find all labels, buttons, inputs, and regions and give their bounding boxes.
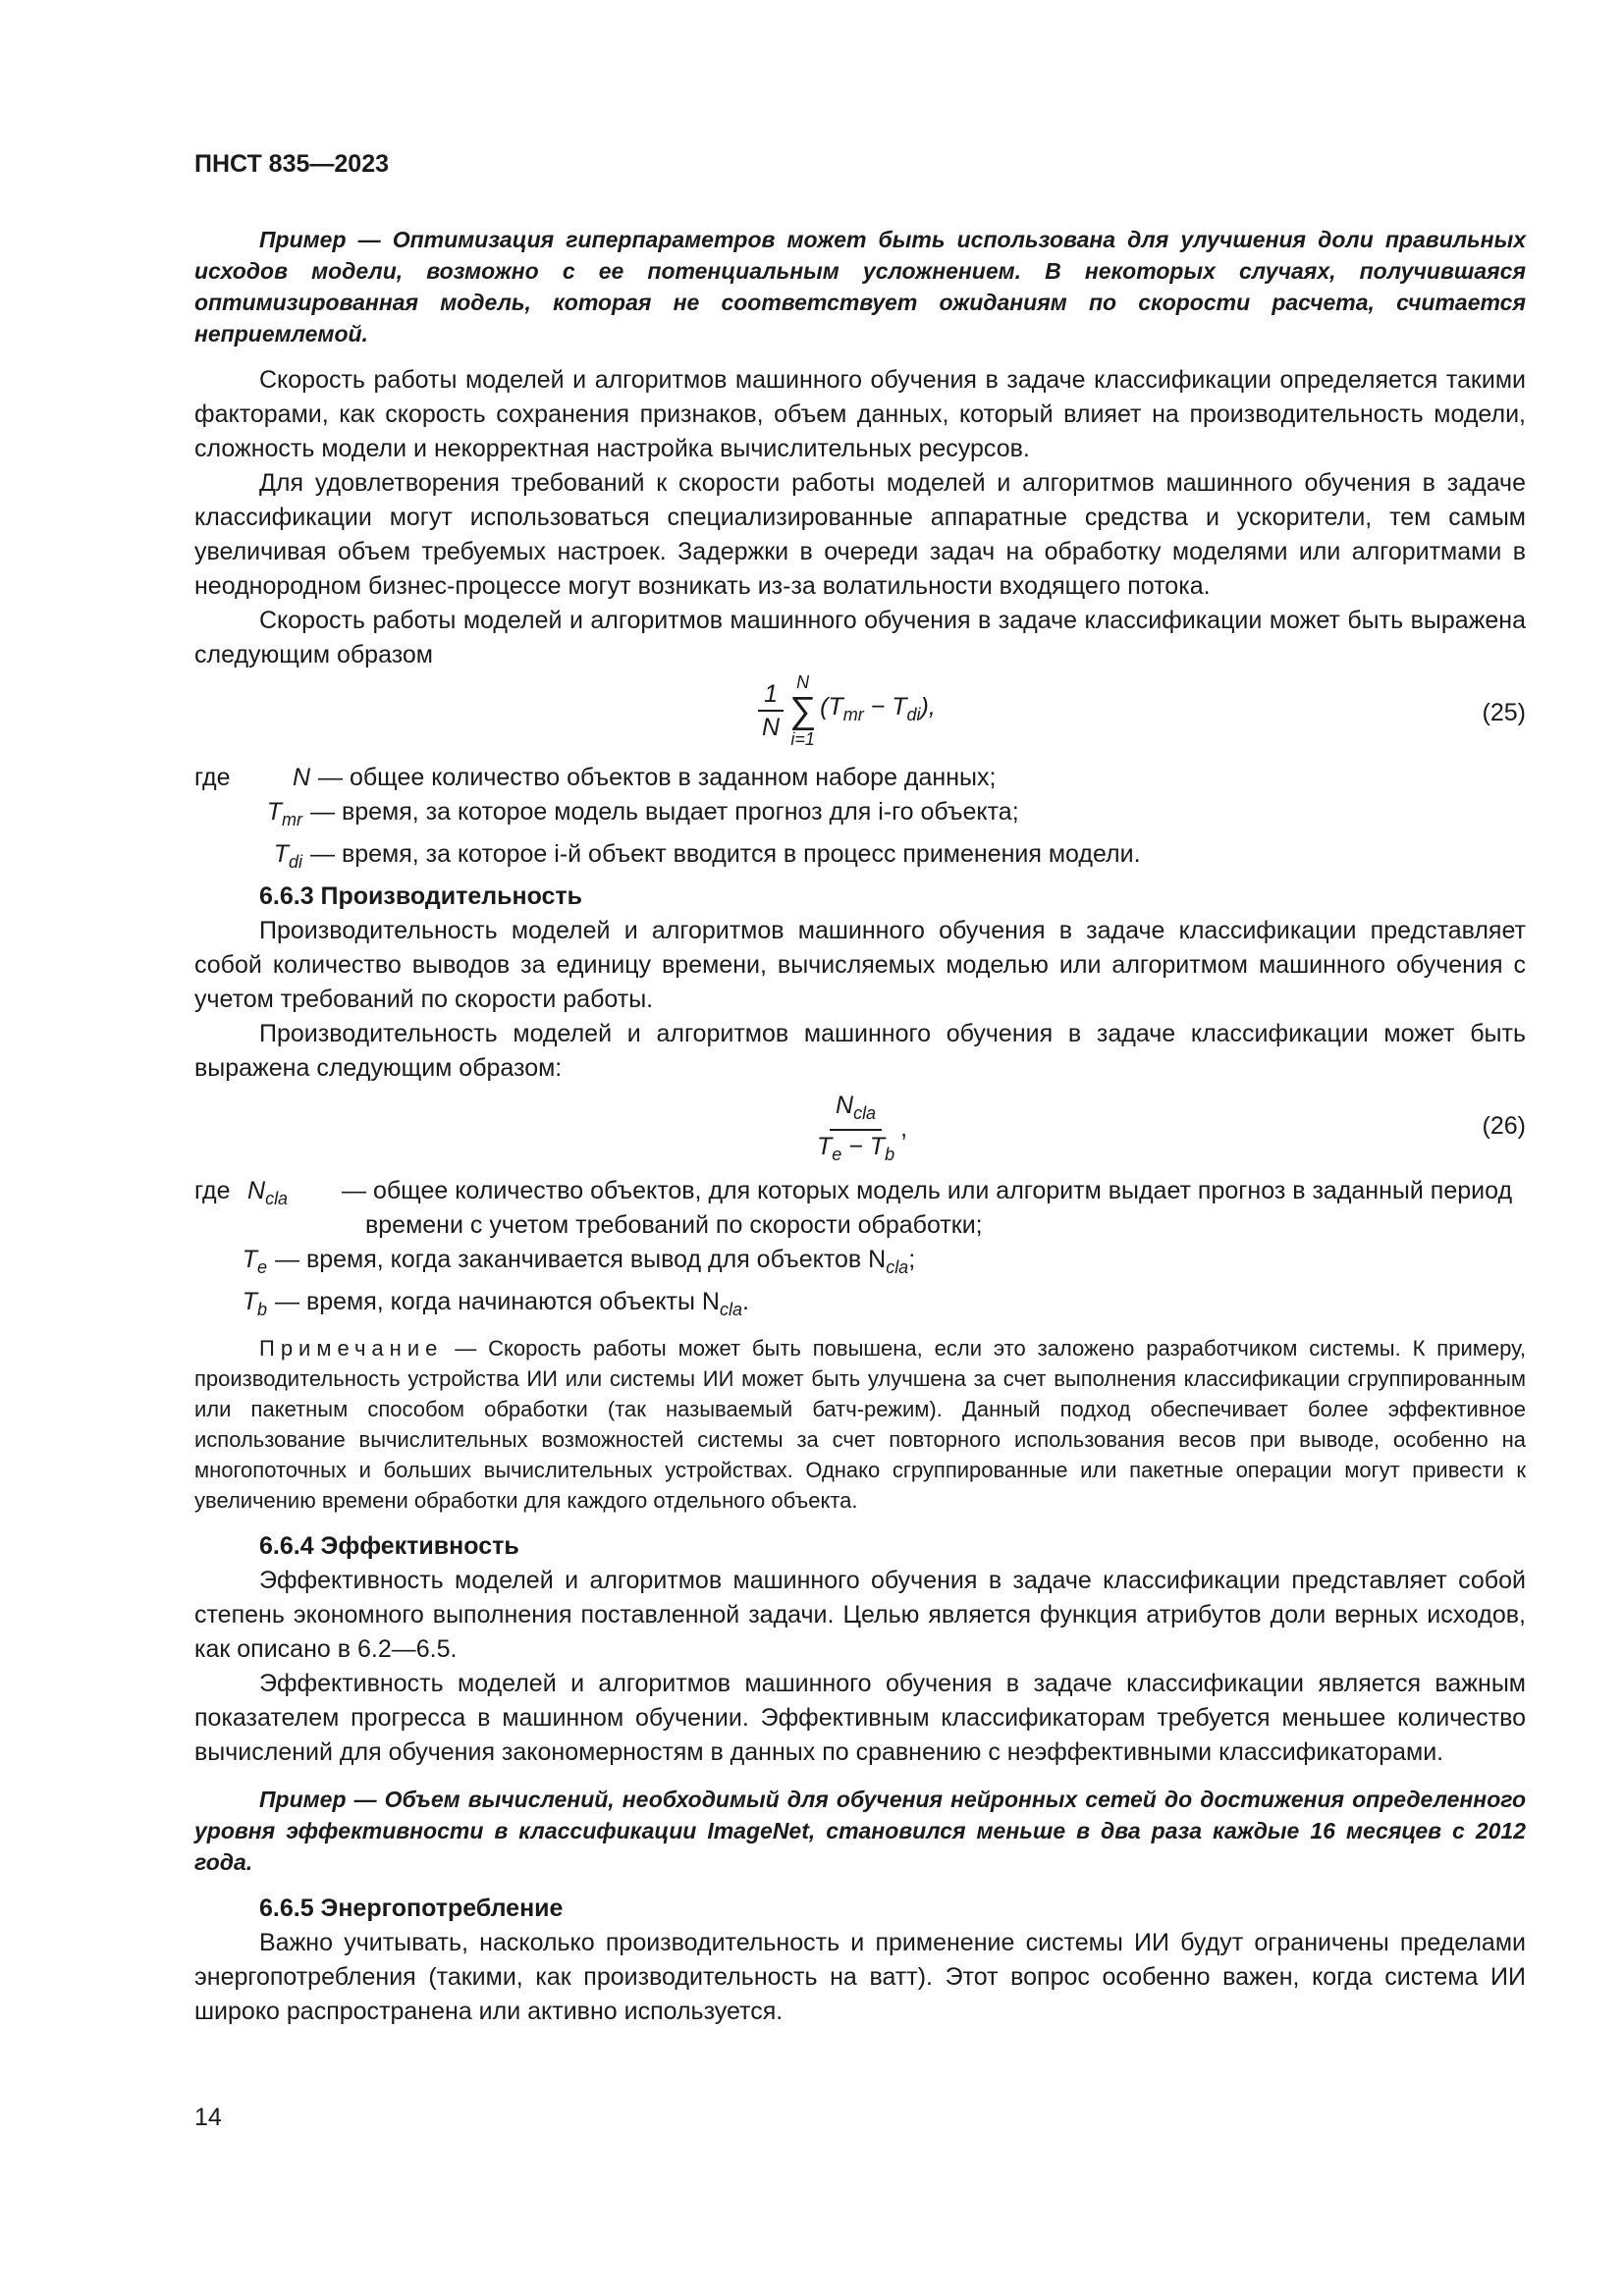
legend-row: $T_{mr}$ — время, за которое модель выдает прогноз для i-го объекта; bbox=[266, 798, 1019, 829]
note-batch-mode: Примечание — Скорость работы может быть повышена, если это заложено разработчиком системы. К примеру, производительность устройства ИИ или системы ИИ может быть улучшена за счет выполнения классификации сгруппированным или пакетным способом обработки (так называемый батч-режим). Данный подход обеспечивает более эффективное использование вычислительных возможностей системы за счет повторного использования весов при выводе, особенно на многопоточных и больших вычислительных устройствах. Однако сгруппированные или пакетные операции могут привести к увеличению времени обработки для каждого отдельного объекта. bbox=[194, 1336, 1526, 1513]
paragraph-speed-formula-intro: Скорость работы моделей и алгоритмов машинного обучения в задаче классификации может быть выражена следующим образом bbox=[194, 607, 1526, 668]
legend-row: $T_b$ — время, когда начинаются объекты $N_{cla}$. bbox=[242, 1288, 749, 1319]
heading-6-6-5: 6.6.5 Энергопотребление bbox=[259, 1895, 564, 1922]
legend-row: $T_{di}$ — время, за которое i-й объект вводится в процесс применения модели. bbox=[273, 840, 1141, 872]
paragraph-throughput-formula-intro: Производительность моделей и алгоритмов машинного обучения в задаче классификации может быть выражена следующим образом: bbox=[194, 1020, 1526, 1082]
example-1: Пример — Оптимизация гиперпараметров может быть использована для улучшения доли правильных исходов модели, возможно с ее потенциальным усложнением. В некоторых случаях, получившаяся оптимизированная модель, которая не соответствует ожиданиям по скорости расчета, считается неприемлемой. bbox=[194, 227, 1526, 347]
paragraph-energy: Важно учитывать, насколько производительность и применение системы ИИ будут ограничены пределами энергопотребления (такими, как производительность на ватт). Этот вопрос особенно важен, когда система ИИ широко распространена или активно используется. bbox=[194, 1929, 1526, 2025]
paragraph-throughput-def: Производительность моделей и алгоритмов машинного обучения в задаче классификации представляет собой количество выводов за единицу времени, вычисляемых моделью или алгоритмом машинного обучения с учетом требований по скорости работы. bbox=[194, 917, 1526, 1013]
formula-26-expression: $\frac{N_{cla}}{T_e - T_b}$ , bbox=[811, 1090, 907, 1170]
document-header: ПНСТ 835—2023 bbox=[194, 150, 389, 178]
heading-6-6-4: 6.6.4 Эффективность bbox=[259, 1532, 519, 1560]
formula-25-number: (25) bbox=[1482, 699, 1526, 726]
formula-26-legend bbox=[194, 1174, 1526, 1327]
paragraph-efficiency-def: Эффективность моделей и алгоритмов машинного обучения в задаче классификации представляет собой степень экономного выполнения поставленной задачи. Целью является функция атрибутов доли верных исходов, как описано в 6.2—6.5. bbox=[194, 1567, 1526, 1663]
formula-26-number: (26) bbox=[1482, 1112, 1526, 1140]
paragraph-accelerators: Для удовлетворения требований к скорости работы моделей и алгоритмов машинного обучения в задаче классификации могут использоваться специализированные аппаратные средства и ускорители, тем самым увеличивая объем требуемых настроек. Задержки в очереди задач на обработку моделями или алгоритмами в неоднородном бизнес-процессе могут возникать из-за волатильности входящего потока. bbox=[194, 469, 1526, 600]
formula-26 bbox=[194, 1086, 1526, 1174]
legend-row: где $N_{cla}$ — общее количество объектов, для которых модель или алгоритм выдает прогноз в заданный период времени с учетом требований по скорости обработки; bbox=[194, 1177, 1513, 1239]
heading-6-6-3: 6.6.3 Производительность bbox=[259, 882, 583, 910]
formula-25-expression bbox=[756, 672, 936, 749]
content-column bbox=[194, 224, 1526, 2029]
page-number: 14 bbox=[194, 2104, 222, 2131]
example-2: Пример — Объем вычислений, необходимый для обучения нейронных сетей до достижения определенного уровня эффективности в классификации ImageNet, становился меньше в два раза каждые 16 месяцев с 2012 года. bbox=[194, 1787, 1526, 1875]
formula-25-legend bbox=[194, 761, 1526, 880]
paragraph-speed-factors: Скорость работы моделей и алгоритмов машинного обучения в задаче классификации определяется такими факторами, как скорость сохранения признаков, объем данных, который влияет на производительность модели, сложность модели и некорректная настройка вычислительных ресурсов. bbox=[194, 366, 1526, 462]
formula-25 bbox=[194, 672, 1526, 761]
formula-25-fraction: $\frac{1}{N}$ bbox=[756, 678, 785, 743]
paragraph-efficiency-importance: Эффективность моделей и алгоритмов машинного обучения в задаче классификации является важным показателем прогресса в машинном обучении. Эффективным классификаторам требуется меньшее количество вычислений для обучения закономерностям в данных по сравнению с неэффективными классификаторами. bbox=[194, 1670, 1526, 1766]
legend-row: где N — общее количество объектов в заданном наборе данных; bbox=[194, 764, 997, 791]
formula-26-fraction: $\frac{N_{cla}}{T_e - T_b}$ bbox=[817, 1092, 895, 1164]
legend-row: $T_e$ — время, когда заканчивается вывод для объектов $N_{cla}$; bbox=[242, 1246, 916, 1277]
formula-25-sum: N ∑ i=1 bbox=[789, 672, 817, 749]
formula-25-body: $(T_{mr} - T_{di})$, bbox=[820, 692, 936, 724]
